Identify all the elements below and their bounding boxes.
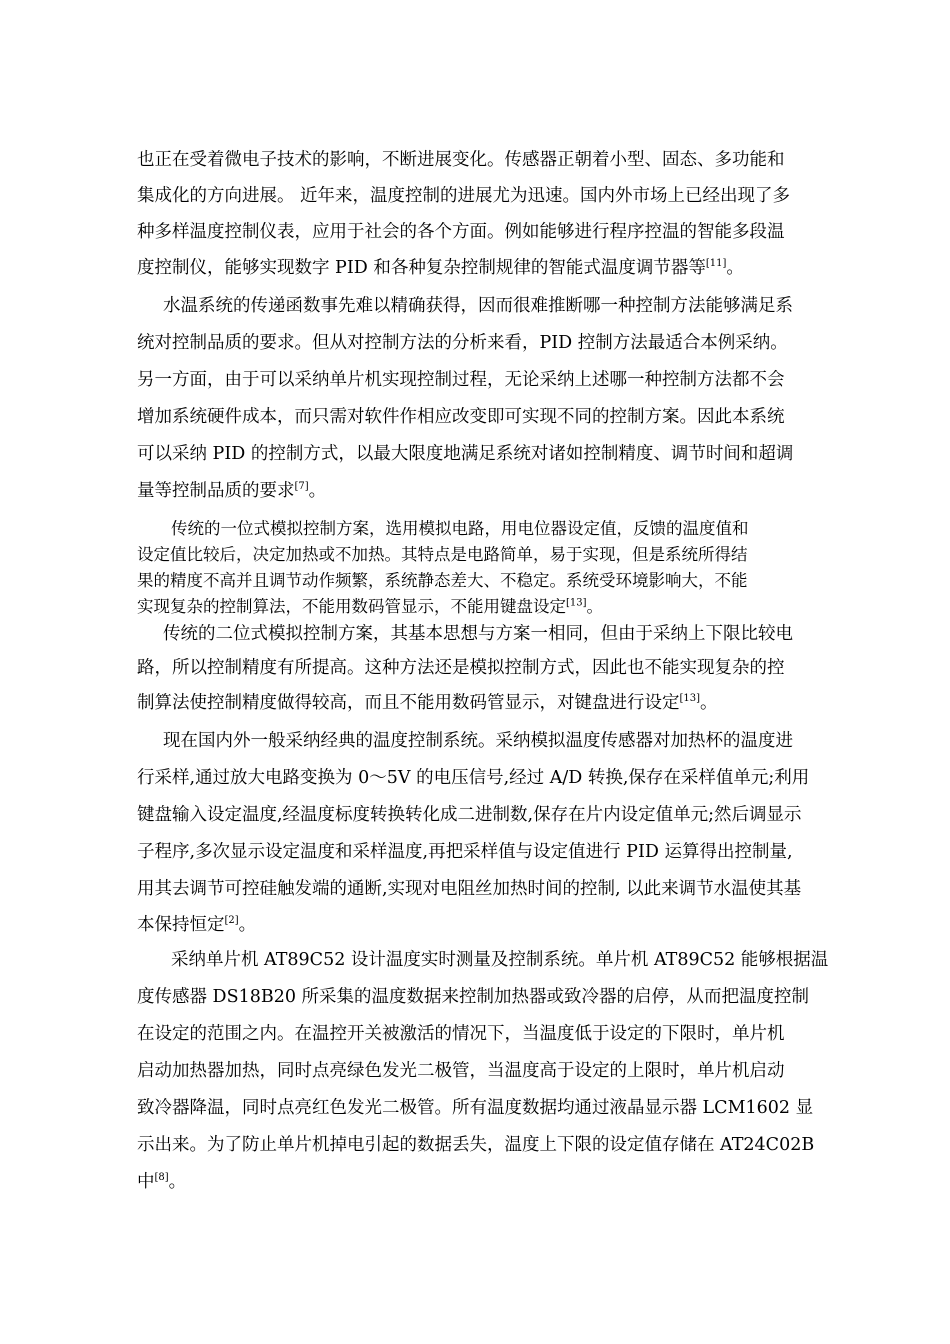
paragraph-4-line-1: 传统的二位式模拟控制方案，其基本思想与方案一相同，但由于采纳上下限比较电 bbox=[163, 624, 793, 644]
paragraph-6-line-1: 采纳单片机 AT89C52 设计温度实时测量及控制系统。单片机 AT89C52 能够根据温 bbox=[171, 950, 829, 970]
sentence-end: 。 bbox=[586, 597, 604, 616]
paragraph-3-line-3: 果的精度不高并且调节动作频繁，系统静态差大、不稳定。系统受环境影响大，不能 bbox=[137, 571, 748, 590]
paragraph-6-line-4: 启动加热器加热，同时点亮绿色发光二极管，当温度高于设定的上限时，单片机启动 bbox=[137, 1061, 785, 1081]
paragraph-1-line-2: 集成化的方向进展。 近年来，温度控制的进展尤为迅速。国内外市场上已经出现了多 bbox=[137, 186, 791, 206]
paragraph-5-line-5: 用其去调节可控硅触发端的通断,实现对电阻丝加热时间的控制, 以此来调节水温使其基 bbox=[137, 879, 802, 899]
citation-ref: [7] bbox=[294, 481, 309, 493]
paragraph-3-line-4-text: 实现复杂的控制算法，不能用数码管显示，不能用键盘设定 bbox=[137, 597, 566, 616]
citation-ref: [11] bbox=[705, 258, 727, 270]
paragraph-3-line-2: 设定值比较后，决定加热或不加热。其特点是电路简单，易于实现，但是系统所得结 bbox=[137, 545, 748, 564]
paragraph-2-line-1: 水温系统的传递函数事先难以精确获得，因而很难推断哪一种控制方法能够满足系 bbox=[163, 296, 793, 316]
paragraph-4-line-3 bbox=[137, 691, 718, 715]
paragraph-1-line-4 bbox=[137, 256, 744, 280]
sentence-end: 。 bbox=[726, 258, 744, 278]
paragraph-3-line-4 bbox=[137, 595, 603, 619]
sentence-end: 。 bbox=[168, 1172, 187, 1192]
paragraph-2-line-3: 另一方面，由于可以采纳单片机实现控制过程，无论采纳上述哪一种控制方法都不会 bbox=[137, 370, 785, 390]
sentence-end: 。 bbox=[238, 915, 257, 935]
paragraph-5-line-1: 现在国内外一般采纳经典的温度控制系统。采纳模拟温度传感器对加热杯的温度进 bbox=[163, 731, 793, 751]
paragraph-5-line-4: 子程序,多次显示设定温度和采样温度,再把采样值与设定值进行 PID 运算得出控制量, bbox=[137, 842, 793, 862]
sentence-end: 。 bbox=[700, 693, 718, 713]
paragraph-1-line-3: 种多样温度控制仪表，应用于社会的各个方面。例如能够进行程序控温的智能多段温 bbox=[137, 222, 785, 242]
paragraph-4-line-2: 路，所以控制精度有所提高。这种方法还是模拟控制方式，因此也不能实现复杂的控 bbox=[137, 658, 785, 678]
paragraph-1-line-1: 也正在受着微电子技术的影响，不断进展变化。传感器正朝着小型、固态、多功能和 bbox=[137, 150, 785, 170]
citation-ref: [8] bbox=[154, 1172, 169, 1184]
paragraph-6-line-2: 度传感器 DS18B20 所采集的温度数据来控制加热器或致冷器的启停，从而把温度控制 bbox=[137, 987, 810, 1007]
citation-ref: [13] bbox=[679, 693, 701, 705]
paragraph-6-line-7-text: 中 bbox=[137, 1172, 155, 1192]
paragraph-2-line-5: 可以采纳 PID 的控制方式，以最大限度地满足系统对诸如控制精度、调节时间和超调 bbox=[137, 444, 794, 464]
paragraph-5-line-6-text: 本保持恒定 bbox=[137, 915, 225, 935]
paragraph-4-line-3-text: 制算法使控制精度做得较高，而且不能用数码管显示，对键盘进行设定 bbox=[137, 693, 680, 713]
citation-ref: [13] bbox=[566, 597, 587, 609]
paragraph-2-line-6-text: 量等控制品质的要求 bbox=[137, 481, 295, 501]
paragraph-3-line-1: 传统的一位式模拟控制方案，选用模拟电路，用电位器设定值，反馈的温度值和 bbox=[171, 519, 749, 538]
paragraph-2-line-2: 统对控制品质的要求。但从对控制方法的分析来看，PID 控制方法最适合本例采纳。 bbox=[137, 333, 788, 353]
paragraph-5-line-3: 键盘输入设定温度,经温度标度转换转化成二进制数,保存在片内设定值单元;然后调显示 bbox=[137, 805, 802, 825]
paragraph-6-line-5: 致冷器降温，同时点亮红色发光二极管。所有温度数据均通过液晶显示器 LCM1602 显 bbox=[137, 1098, 814, 1118]
paragraph-5-line-6 bbox=[137, 913, 256, 937]
paragraph-6-line-6: 示出来。为了防止单片机掉电引起的数据丢失，温度上下限的设定值存储在 AT24C02B bbox=[137, 1135, 815, 1155]
paragraph-5-line-2: 行采样,通过放大电路变换为 0～5V 的电压信号,经过 A/D 转换,保存在采样值单元;利用 bbox=[137, 768, 810, 788]
sentence-end: 。 bbox=[308, 481, 327, 501]
paragraph-6-line-3: 在设定的范围之内。在温控开关被激活的情况下，当温度低于设定的下限时，单片机 bbox=[137, 1024, 785, 1044]
paragraph-6-line-7 bbox=[137, 1170, 186, 1194]
paragraph-1-line-4-text: 度控制仪，能够实现数字 PID 和各种复杂控制规律的智能式温度调节器等 bbox=[137, 258, 706, 278]
paragraph-2-line-4: 增加系统硬件成本，而只需对软件作相应改变即可实现不同的控制方案。因此本系统 bbox=[137, 407, 785, 427]
citation-ref: [2] bbox=[224, 915, 239, 927]
paragraph-2-line-6 bbox=[137, 479, 326, 503]
